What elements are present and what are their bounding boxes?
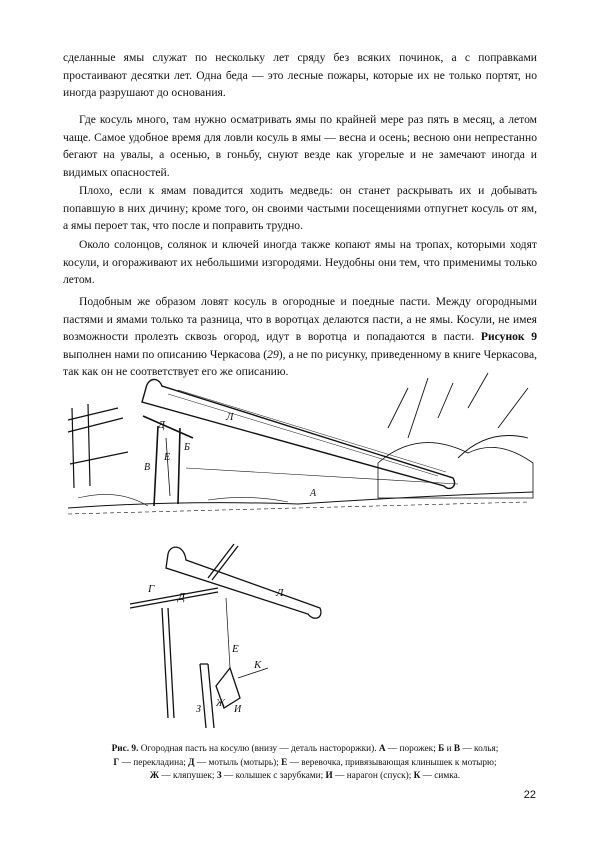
label-A-top: А: [310, 488, 317, 499]
caption-key-e: Е: [281, 757, 288, 768]
paragraph-5-text-b: выполнен нами по описанию Черкасова (: [63, 347, 268, 361]
label-D-bottom: Д: [178, 591, 185, 603]
caption-figure-number: Рис. 9.: [111, 744, 139, 754]
caption-text-v: — колья;: [460, 744, 499, 754]
trap-scene: [68, 373, 533, 514]
caption-text-z: — колышек с зарубками;: [221, 771, 326, 782]
caption-text-a: — порожек;: [385, 744, 439, 754]
label-V-top: В: [144, 462, 151, 473]
paragraph-1: сделанные ямы служат по нескольку лет сряду без всяких починок, а с поправками простаивают десятки лет. Одна беда — это лесные пожары, которые их не только портят, но иногда разрушают до основания.: [63, 51, 537, 100]
paragraph-4: Около солонцов, солянок и ключей иногда также копают ямы на тропах, которыми ходят косули, и огораживают их небольшими изгородями. Неудобны они тем, что применимы только летом.: [63, 238, 537, 287]
caption-key-a: А: [378, 744, 386, 754]
caption-intro: Огородная пасть на косулю (внизу — деталь настороржки).: [138, 744, 379, 754]
caption-key-i: И: [325, 771, 333, 782]
figure-caption: [70, 743, 540, 784]
caption-key-z: З: [216, 771, 222, 782]
trap-illustration: [58, 368, 542, 740]
caption-key-v: В: [453, 744, 461, 754]
label-L-top: Л: [226, 411, 234, 423]
trigger-detail: [130, 544, 321, 728]
paragraph-5-text-c: ), а не по рисунку, приведенному в книге Черкасова, так как он не соответствует его же описанию.: [63, 347, 537, 379]
caption-key-d: Д: [188, 757, 195, 768]
label-E-bottom: Е: [232, 643, 239, 655]
label-K-bottom: К: [254, 659, 262, 671]
citation-number: 29: [267, 347, 279, 361]
label-G-bottom: Г: [148, 583, 155, 595]
label-D-top: Д: [158, 419, 165, 431]
label-B-top: Б: [184, 442, 190, 453]
figure-reference: Рисунок 9: [480, 330, 538, 344]
caption-text-g: — перекладина;: [119, 757, 189, 768]
caption-key-g: Г: [113, 757, 120, 768]
caption-text-i: — нарагон (спуск);: [332, 771, 414, 782]
caption-key-k: К: [413, 771, 421, 782]
caption-text-d: — мотыль (мотырь);: [194, 757, 282, 768]
caption-text-e: — веревочка, привязывающая клинышек к мотырю;: [287, 757, 497, 768]
caption-text-b: и: [444, 744, 454, 754]
paragraph-2: Где косуль много, там нужно осматривать ямы по крайней мере раз пять в месяц, а летом чаще. Самое удобное время для ловли косуль в ямы — весна и осень; весною они непрестанно бегают на увалы, а осенью, в гоньбу, снуют везде как угорелые и не замечают иногда и видимых опасностей.: [63, 113, 537, 179]
caption-text-k: — симка.: [420, 771, 461, 782]
caption-text-zh: — кляпушек;: [159, 771, 217, 782]
label-Z-bottom: З: [196, 704, 201, 715]
paragraph-3: Плохо, если к ямам повадится ходить медведь: он станет раскрывать их и добывать попавшую в них дичину; кроме того, он своими частыми посещениями отпугнет косуль от ям, а ямы пероет так, что после и поправить трудно.: [63, 184, 537, 233]
label-Zh-bottom: Ж: [216, 698, 226, 709]
caption-key-zh: Ж: [149, 771, 160, 782]
page-number: 22: [523, 789, 536, 801]
label-L-bottom: Л: [276, 587, 284, 599]
label-I-bottom: И: [234, 704, 242, 715]
paragraph-5-text-a: Подобным же образом ловят косуль в огородные и поедные пасти. Между огородными пастями и ямами только та разница, что в воротцах делаются пасти, а не ямы. Косули, не имея возможности пролезть сквозь огород, идут в воротца и попадаются в пасти.: [63, 295, 537, 344]
label-E-top: Е: [164, 452, 171, 463]
caption-key-b: Б: [438, 744, 445, 754]
